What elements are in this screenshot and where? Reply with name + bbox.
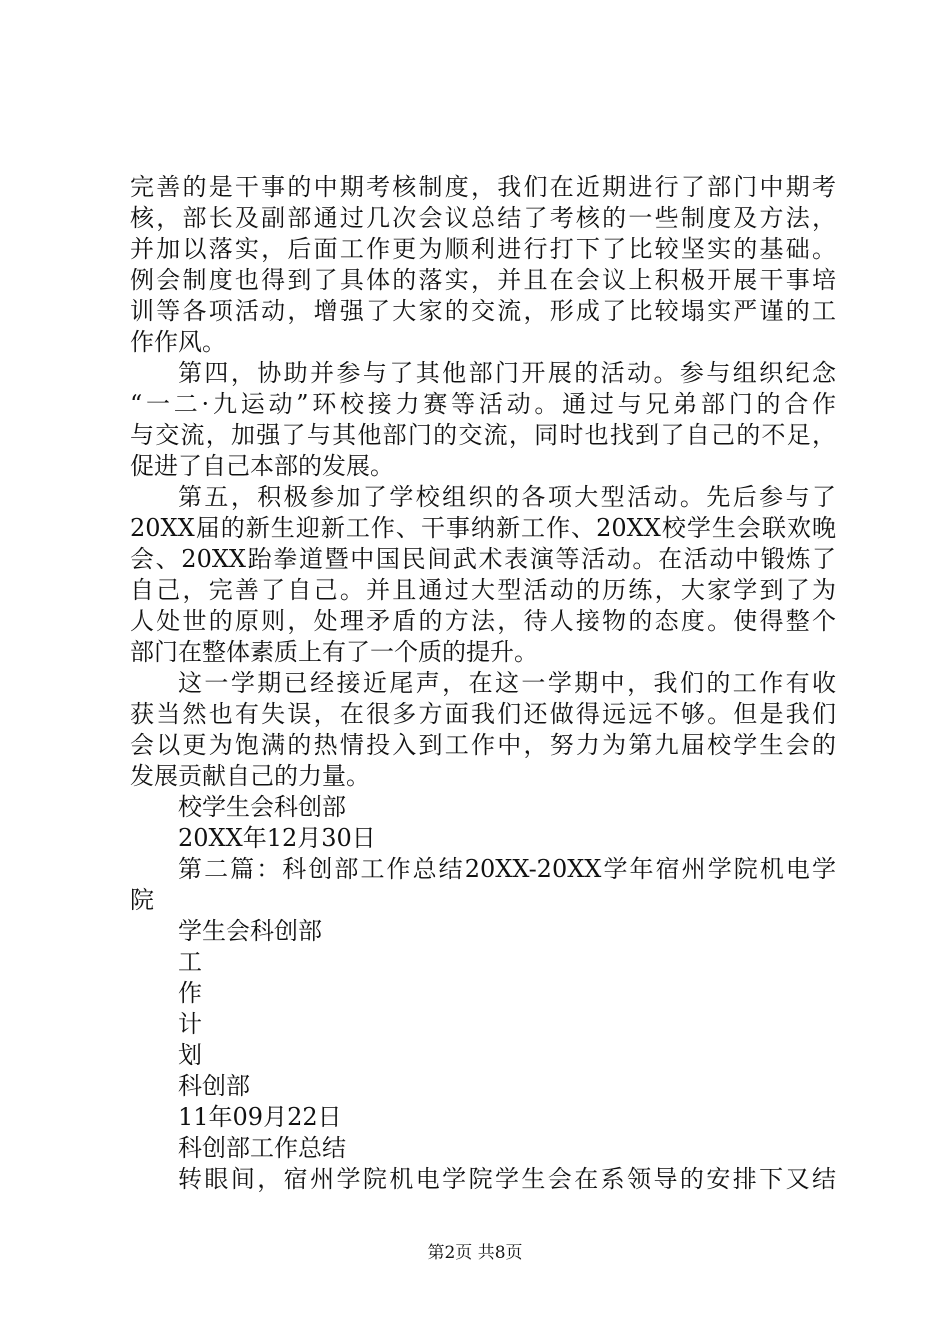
cover-line: 划 <box>178 1041 202 1069</box>
text-line: 部门在整体素质上有了一个质的提升。 <box>130 638 538 666</box>
signature-org: 校学生会科创部 <box>178 793 346 821</box>
text-line: 例会制度也得到了具体的落实，并且在会议上积极开展干事培 <box>130 266 836 294</box>
cover-line: 计 <box>178 1010 202 1038</box>
cover-line: 工 <box>178 948 202 976</box>
text-line: 作作风。 <box>130 328 226 356</box>
text-line: 与交流，加强了与其他部门的交流，同时也找到了自己的不足， <box>130 421 836 449</box>
text-line: 完善的是干事的中期考核制度，我们在近期进行了部门中期考 <box>130 173 836 201</box>
signature-date: 20XX年12月30日 <box>178 824 376 852</box>
section-2-heading <box>130 854 836 916</box>
text-line: “一二·九运动”环校接力赛等活动。通过与兄弟部门的合作 <box>130 390 836 418</box>
paragraph-fifth-point <box>130 482 836 668</box>
cover-line: 学生会科创部 <box>178 917 322 945</box>
paragraph-fourth-point <box>130 358 836 482</box>
text-line: 20XX届的新生迎新工作、干事纳新工作、20XX校学生会联欢晚 <box>130 514 836 542</box>
text-line: 会、20XX跆拳道暨中国民间武术表演等活动。在活动中锻炼了 <box>130 545 836 573</box>
section-2-cover <box>130 916 836 1164</box>
cover-line: 科创部工作总结 <box>178 1134 346 1162</box>
text-line: 发展贡献自己的力量。 <box>130 762 370 790</box>
text-line: 训等各项活动，增强了大家的交流，形成了比较塌实严谨的工 <box>130 297 836 325</box>
cover-line: 科创部 <box>178 1072 250 1100</box>
text-line: 获当然也有失误，在很多方面我们还做得远远不够。但是我们 <box>130 700 836 728</box>
paragraph-cadre-evaluation <box>130 172 836 358</box>
cover-line: 11年09月22日 <box>178 1103 342 1131</box>
document-body <box>130 172 836 1195</box>
text-line: 第四，协助并参与了其他部门开展的活动。参与组织纪念 <box>178 359 836 387</box>
paragraph-closing <box>130 668 836 792</box>
text-line: 并加以落实，后面工作更为顺利进行打下了比较坚实的基础。 <box>130 235 836 263</box>
cover-line: 作 <box>178 979 202 1007</box>
text-line: 人处世的原则，处理矛盾的方法，待人接物的态度。使得整个 <box>130 607 836 635</box>
page-footer: 第2页 共8页 <box>427 1243 523 1263</box>
text-line: 促进了自己本部的发展。 <box>130 452 394 480</box>
section-2-opening <box>130 1164 836 1195</box>
text-line: 第五，积极参加了学校组织的各项大型活动。先后参与了 <box>178 483 836 511</box>
text-line: 这一学期已经接近尾声，在这一学期中，我们的工作有收 <box>178 669 836 697</box>
text-line: 核，部长及副部通过几次会议总结了考核的一些制度及方法， <box>130 204 836 232</box>
heading-line: 院 <box>130 886 154 914</box>
signature-block <box>130 792 836 854</box>
heading-line: 第二篇：科创部工作总结20XX-20XX学年宿州学院机电学 <box>178 855 836 883</box>
text-line: 会以更为饱满的热情投入到工作中，努力为第九届校学生会的 <box>130 731 836 759</box>
text-line: 转眼间，宿州学院机电学院学生会在系领导的安排下又结 <box>178 1165 836 1193</box>
text-line: 自己，完善了自己。并且通过大型活动的历练，大家学到了为 <box>130 576 836 604</box>
